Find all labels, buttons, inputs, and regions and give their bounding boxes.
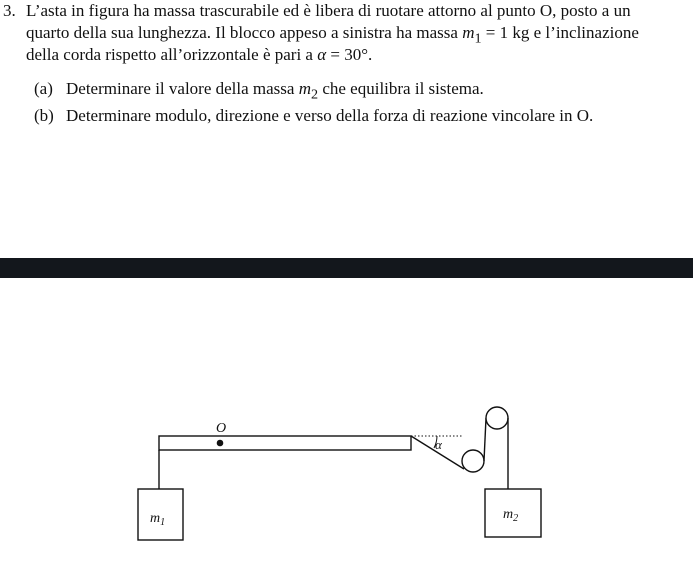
problem-number: 3. — [3, 1, 16, 20]
pivot-point — [217, 440, 224, 447]
statement-text-2a: quarto della sua lunghezza. Il blocco appeso a sinistra ha massa — [26, 23, 463, 42]
divider-bar — [0, 258, 693, 278]
statement-text-2b: = 1 kg e l’inclinazione — [481, 23, 639, 42]
upper-pulley — [486, 407, 508, 429]
lever-diagram — [0, 278, 693, 569]
rope-between-pulleys — [484, 418, 486, 461]
m1-symbol: m — [462, 23, 475, 42]
item-a-text-part1: Determinare il valore della massa — [66, 79, 299, 98]
item-a-text — [66, 78, 484, 105]
statement-text-1: L’asta in figura ha massa trascurabile ed è libera di ruotare attorno al punto O, posto a un — [26, 1, 631, 20]
figure — [0, 278, 693, 569]
statement-line-3 — [26, 44, 372, 66]
m2-subscript: 2 — [311, 86, 319, 103]
statement-text-3a: della corda rispetto all’orizzontale è pari a — [26, 45, 318, 64]
item-b-label: (b) — [34, 106, 54, 125]
pivot-label: O — [216, 421, 227, 436]
left-mass-block — [138, 489, 183, 540]
item-a-text-part2: che equilibra il sistema. — [318, 79, 484, 98]
item-a-label: (a) — [34, 79, 53, 98]
m1-subscript: 1 — [474, 30, 482, 47]
right-mass-label: $m_2$ — [503, 507, 519, 524]
left-mass-label: $m_1$ — [150, 511, 166, 528]
rod — [159, 436, 411, 450]
problem-text — [0, 0, 693, 258]
item-b-text: Determinare modulo, direzione e verso della forza di reazione vincolare in O. — [66, 106, 594, 125]
alpha-symbol: α — [317, 45, 327, 64]
statement-text-3b: = 30°. — [326, 45, 373, 64]
angle-label: α — [435, 437, 442, 452]
m2-symbol: m — [298, 79, 311, 98]
lower-pulley — [462, 450, 484, 472]
